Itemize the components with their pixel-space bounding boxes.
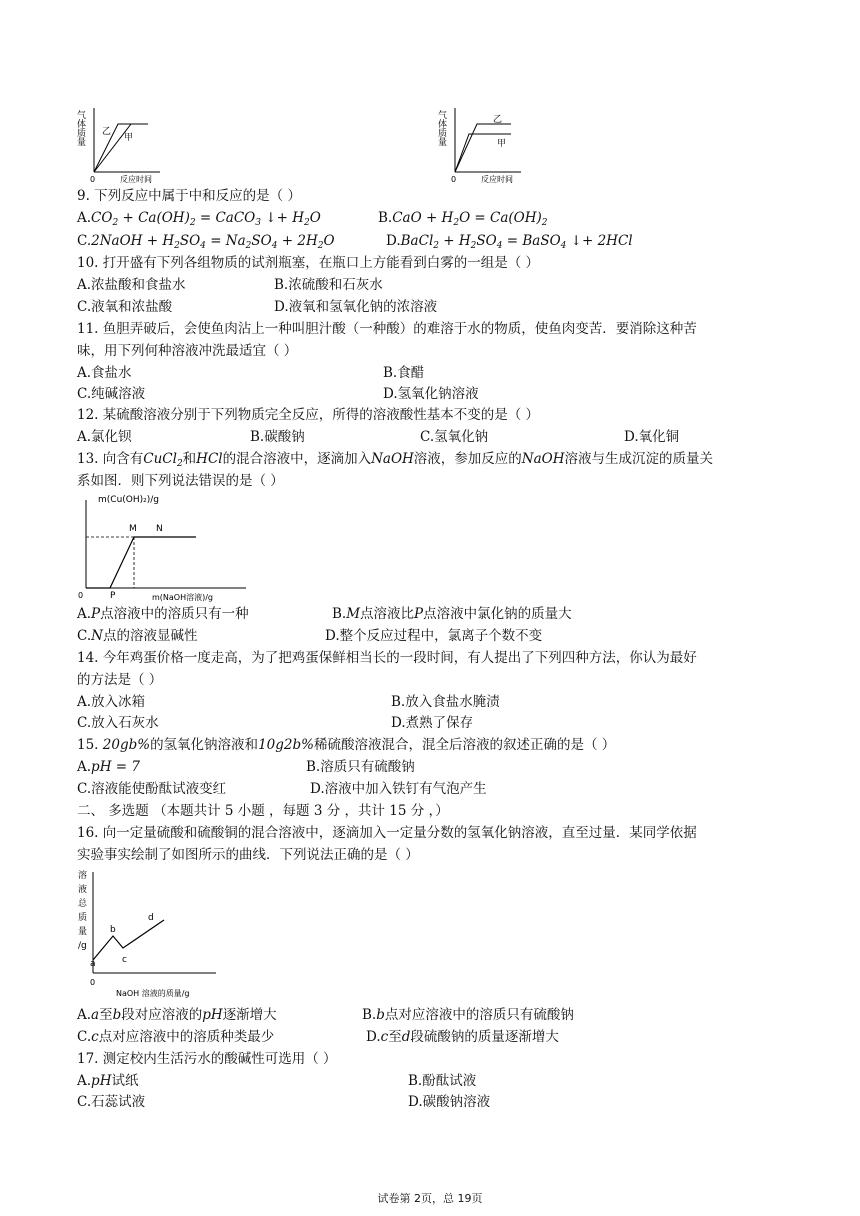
q9-option-d[interactable]: D.BaCl$_2$ + $H_2SO_4$ = BaSO$_4$ ↓+ 2HCl [386,233,633,251]
q14-option-d[interactable]: D.煮熟了保存 [391,715,474,731]
point-m-label: M [129,524,137,534]
q12-option-c[interactable]: C.氢氧化钠 [420,429,489,445]
series-yi-label: 乙 [102,127,112,137]
q15-option-d[interactable]: D.溶液中加入铁钉有气泡产生 [310,781,487,797]
q17-option-d[interactable]: D.碳酸钠溶液 [408,1094,491,1110]
graph-ylabel: 气体质量 [75,110,85,146]
q10-option-a[interactable]: A.浓盐酸和食盐水 [77,277,186,293]
graph-xlabel: 反应时间 [120,175,152,184]
series-jia-line [94,124,134,172]
q14-option-c[interactable]: C.放入石灰水 [77,715,159,731]
q10-stem: 10. 打开盛有下列各组物质的试剂瓶塞，在瓶口上方能看到白雾的一组是（ ） [77,255,540,271]
q16-option-b[interactable]: B.b点对应溶液中的溶质只有硫酸钠 [362,1007,574,1023]
graph-ylabel: m(Cu(OH)₂)/g [98,495,160,505]
q12-option-a[interactable]: A.氯化钡 [77,429,132,445]
q9-stem: 9. 下列反应中属于中和反应的是（ ） [77,188,301,204]
series-jia-label: 甲 [124,133,134,143]
q12-option-d[interactable]: D.氧化铜 [624,429,680,445]
q11-stem-line2: 味，用下列何种溶液冲洗最适宜（ ） [77,343,298,359]
q12-option-b[interactable]: B.碳酸钠 [250,429,305,445]
q14-stem-line2: 的方法是（ ） [77,672,163,688]
q11-option-b[interactable]: B.食醋 [383,365,425,381]
graph-xlabel: 反应时间 [481,175,513,184]
point-d-label: d [148,913,154,923]
graph-ylabel: 气体质量 [436,110,446,146]
q15-option-c[interactable]: C.溶液能使酚酞试液变红 [77,781,227,797]
q16-option-d[interactable]: D.c至d段硫酸钠的质量逐渐增大 [366,1029,559,1045]
graph-ylabel [78,869,88,951]
q17-option-c[interactable]: C.石蕊试液 [77,1094,146,1110]
q12-stem: 12. 某硫酸溶液分别于下列物质完全反应，所得的溶液酸性基本不变的是（ ） [77,407,540,423]
q9-option-c[interactable]: C.2NaOH + $H_2SO_4 = Na_2SO_4 + 2H_2O$ [77,233,335,251]
q13-option-a[interactable]: A.P点溶液中的溶质只有一种 [77,606,249,622]
page-footer: 试卷第 2页，总 19页 [377,1192,483,1205]
q16-solution-mass-graph [76,868,226,1000]
q11-option-c[interactable]: C.纯碱溶液 [77,386,146,402]
graph-origin: 0 [78,591,84,600]
graph-xlabel: NaOH 溶液的质量/g [116,989,190,998]
precipitate-curve [86,537,196,588]
svg-text:量: 量 [78,927,88,937]
q15-stem: 15. 20gb%的氢氧化钠溶液和10g2b%稀硫酸溶液混合，混全后溶液的叙述正确的是（ ） [77,737,616,753]
q13-option-c[interactable]: C.N点的溶液显碱性 [77,628,198,644]
q16-option-c[interactable]: C.c点对应溶液中的溶质种类最少 [77,1029,275,1045]
point-a-label: a [90,959,96,969]
svg-text:液: 液 [78,885,88,895]
q9-option-a[interactable]: $A.CO_2 + Ca(OH)_2$ = CaCO$_3$ ↓+ $H_2O$ [77,210,321,228]
q11-option-a[interactable]: A.食盐水 [77,365,132,381]
q16-stem-line1: 16. 向一定量硫酸和硫酸铜的混合溶液中，逐滴加入一定量分数的氢氧化钠溶液，直至过量．某同学依据 [77,825,697,841]
q11-option-d[interactable]: D.氢氧化钠溶液 [383,386,479,402]
point-c-label: c [122,955,127,965]
q14-option-a[interactable]: A.放入冰箱 [77,694,146,710]
q14-option-b[interactable]: B.放入食盐水腌渍 [391,694,500,710]
series-jia-label: 甲 [497,139,507,149]
q10-option-b[interactable]: B.浓硫酸和石灰水 [274,277,383,293]
svg-text:/g: /g [78,941,87,951]
graph-origin: 0 [451,175,457,184]
q17-option-a[interactable]: A.pH试纸 [77,1073,139,1089]
q13-precipitate-graph [76,492,256,606]
section-heading-multiple-choice: 二、 多选题 （本题共计 5 小题 ，每题 3 分 ，共计 15 分 ，） [77,803,449,819]
q13-option-b[interactable]: B.M点溶液比P点溶液中氯化钠的质量大 [332,606,572,622]
point-p-label: P [110,591,116,601]
q17-stem: 17. 测定校内生活污水的酸碱性可选用（ ） [77,1051,337,1067]
graph-origin: 0 [90,978,96,987]
q10-option-d[interactable]: D.液氧和氢氧化钠的浓溶液 [274,299,438,315]
solution-mass-curve [93,920,164,960]
gas-mass-graph-left [76,102,166,186]
gas-mass-graph-right [437,102,527,186]
q11-stem-line1: 11. 鱼胆弄破后，会使鱼肉沾上一种叫胆汁酸（一种酸）的难溶于水的物质，使鱼肉变苦．要消除这种苦 [77,321,697,337]
q16-option-a[interactable]: A.a至b段对应溶液的pH逐渐增大 [77,1007,277,1023]
point-b-label: b [110,925,116,935]
q9-option-b[interactable]: $B.CaO + H_2O = Ca(OH)_2$ [378,210,548,228]
svg-text:总: 总 [78,899,88,909]
q13-stem-line2: 系如图．则下列说法错误的是（ ） [77,473,284,489]
point-n-label: N [156,524,163,534]
graph-xlabel: m(NaOH溶液)/g [152,593,214,602]
svg-text:质: 质 [78,913,88,923]
q10-option-c[interactable]: C.液氧和浓盐酸 [77,299,173,315]
graph-origin: 0 [90,175,96,184]
q14-stem-line1: 14. 今年鸡蛋价格一度走高，为了把鸡蛋保鲜相当长的一段时间，有人提出了下列四种方法，你认为最好 [77,650,697,666]
q15-option-b[interactable]: B.溶质只有硫酸钠 [306,759,415,775]
q13-option-d[interactable]: D.整个反应过程中，氯离子个数不变 [325,628,543,644]
svg-text:溶: 溶 [78,871,88,881]
series-yi-label: 乙 [493,115,503,125]
q15-option-a[interactable]: A.pH = 7 [77,759,140,775]
q16-stem-line2: 实验事实绘制了如图所示的曲线．下列说法正确的是（ ） [77,847,419,863]
q17-option-b[interactable]: B.酚酞试液 [408,1073,477,1089]
q13-stem-line1: 13. 向含有CuCl$_2$和HCl的混合溶液中，逐滴加入NaOH溶液，参加反应的NaOH溶液与生成沉淀的质量关 [77,451,713,469]
